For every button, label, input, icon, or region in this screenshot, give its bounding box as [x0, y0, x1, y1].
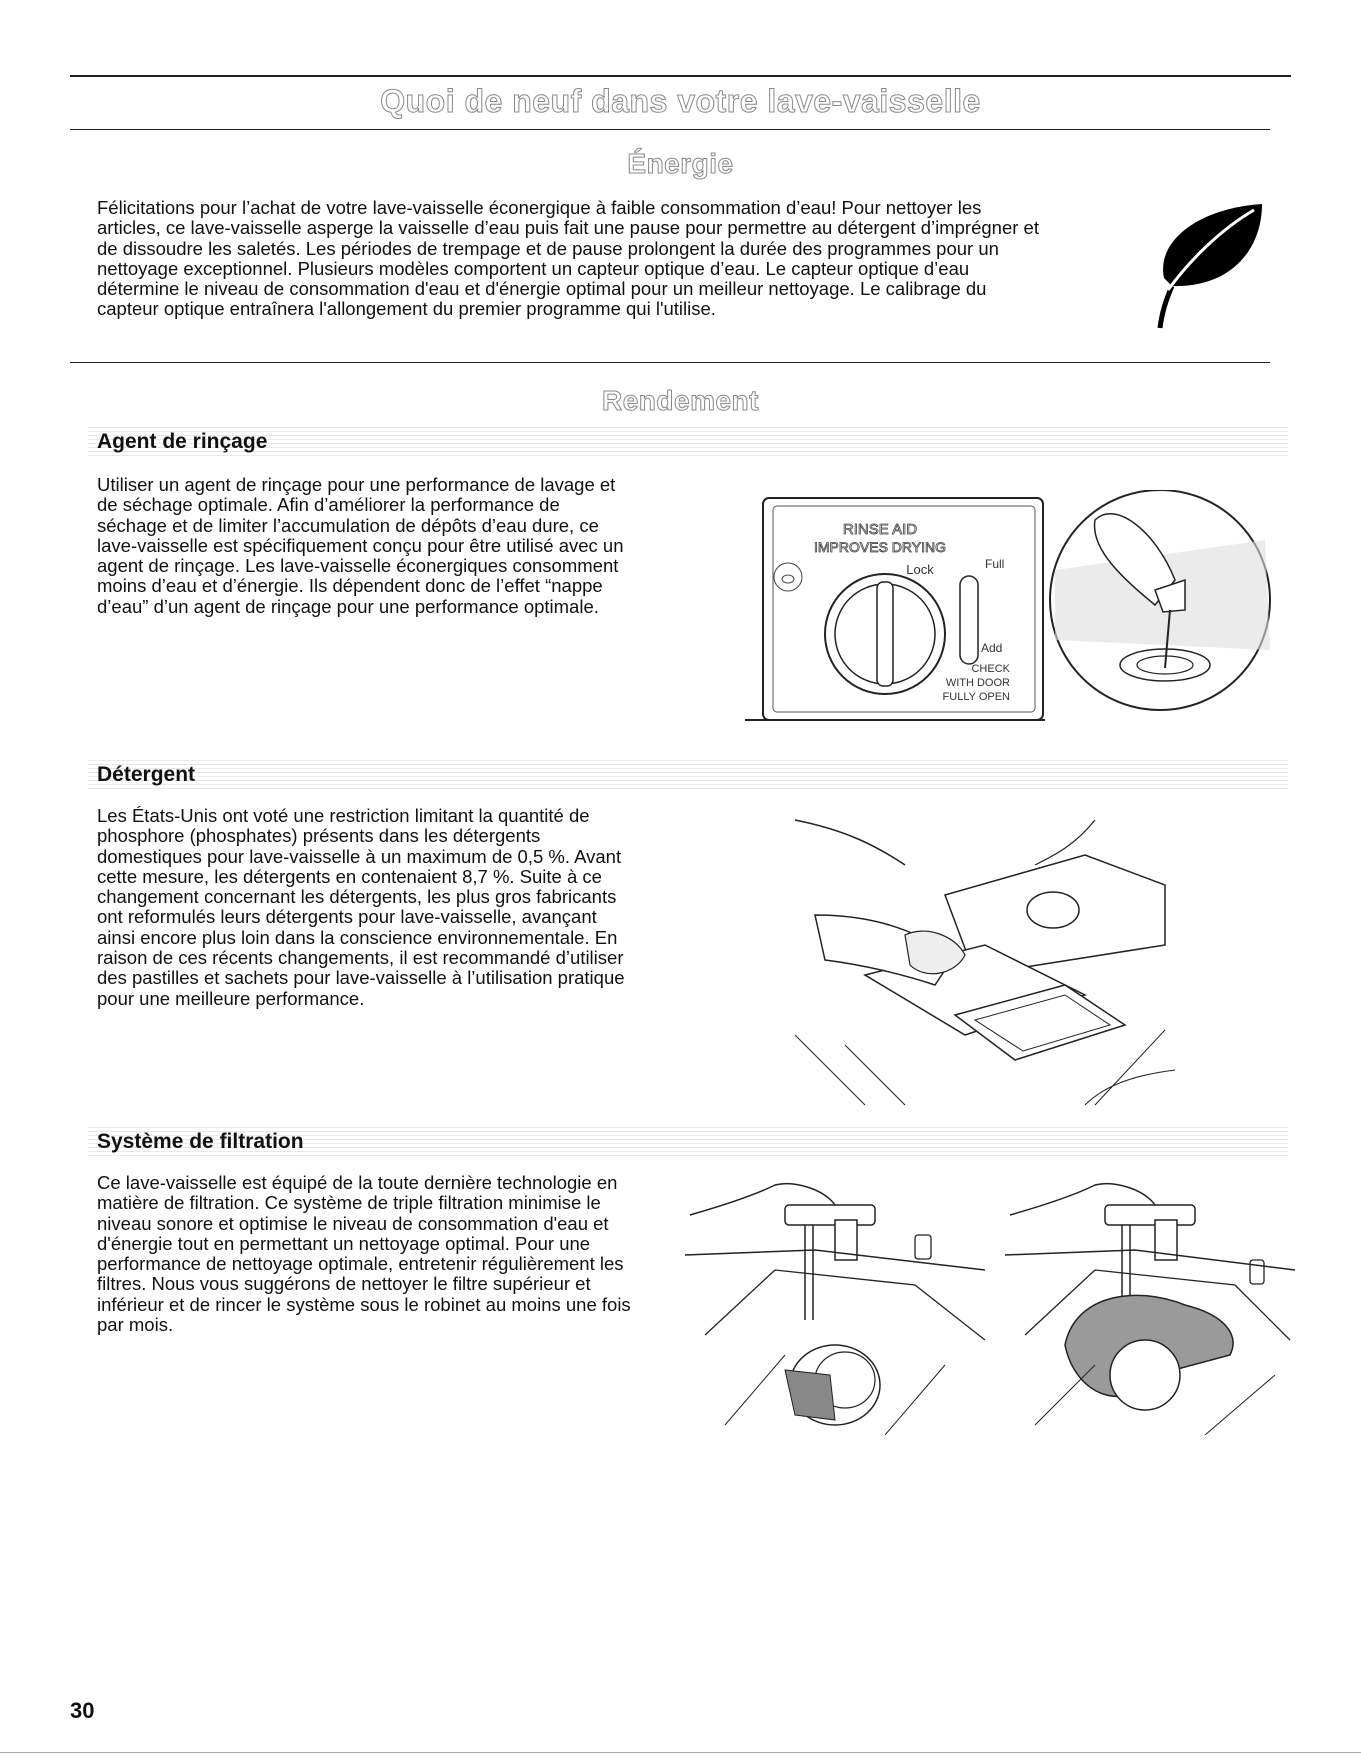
page-title: Quoi de neuf dans votre lave-vaisselle: [380, 83, 981, 119]
detergent-paragraph: Les États-Unis ont voté une restriction limitant la quantité de phosphore (phosphates) présents dans les détergents domestiques pour lave-vaisselle à un maximum de 0,5 %. Avant cette mesure, les détergents en contenaient 8,7 %. Suite à ce changement concernant les détergents, les plus gros fabricants ont reformulés leurs détergents pour lave-vaisselle, avançant ainsi encore plus loin dans la conscience environnementale. En raison de ces récents changements, il est recommandé d’utiliser des pastilles et sachets pour lave-vaisselle à l’utilisation pratique pour une meilleure performance.: [97, 805, 625, 1009]
title-underline: [70, 129, 1270, 130]
filter-rinse-illustration-left: [685, 1175, 1005, 1435]
dispenser-add-label: Add: [981, 641, 1003, 655]
rincage-heading: Agent de rinçage: [97, 430, 268, 453]
energie-paragraph: Félicitations pour l’achat de votre lave-vaisselle éconergique à faible consommation d’eau! Pour nettoyer les articles, ce lave-vaisselle asperge la vaisselle d’eau puis fait une pause pour permettre au détergent d’imprégner et de dissoudre les saletés. Les périodes de trempage et de pause prolongent la durée des programmes pour un nettoyage exceptionnel. Plusieurs modèles comportent un capteur optique d’eau. Le capteur optique d’eau détermine le niveau de consommation d'eau et d'énergie optimal pour un meilleur nettoyage. Le calibrage du capteur optique entraînera l'allongement du premier programme qui l'utilise.: [97, 197, 1039, 320]
dispenser-lock-label: Lock: [906, 562, 934, 577]
detergent-heading: Détergent: [97, 763, 196, 786]
rincage-heading-band: [88, 425, 1288, 459]
rincage-paragraph: Utiliser un agent de rinçage pour une performance de lavage et de séchage optimale. Afin d’améliorer la performance de séchage et de limiter l’accumulation de dépôts d’eau dure, ce lave-vaisselle est spécifiquement conçu pour être utilisé avec un agent de rinçage. Les lave-vaisselle éconergiques consomment moins d’eau et d’énergie. Ils dépendent donc de l’effet “nappe d’eau” d’un agent de rinçage pour une performance optimale.: [97, 474, 624, 617]
detergent-dispenser-illustration: [785, 815, 1185, 1115]
dispenser-label-line1: RINSE AID: [842, 521, 918, 538]
dispenser-check-line1: CHECK: [971, 663, 1010, 675]
dispenser-check-line3: FULLY OPEN: [942, 691, 1010, 703]
filtration-paragraph: Ce lave-vaisselle est équipé de la toute dernière technologie en matière de filtration. Ce système de triple filtration minimise le niveau sonore et optimise le niveau de consommation d'eau et d'énergie tout en permettant un nettoyage optimal. Pour une performance de nettoyage optimale, entretenir régulièrement les filtres. Nous vous suggérons de nettoyer le filtre supérieur et inférieur et de rincer le système sous le robinet au moins une fois par mois.: [97, 1172, 631, 1336]
dispenser-full-label: Full: [985, 557, 1005, 571]
filtration-heading: Système de filtration: [97, 1130, 304, 1153]
leaf-icon: [1150, 200, 1270, 330]
filter-rinse-illustration-right: [1005, 1175, 1295, 1435]
detergent-heading-band: [88, 758, 1288, 792]
energie-divider: [70, 362, 1270, 363]
bottom-rule: [0, 1752, 1361, 1753]
top-rule: [70, 75, 1291, 77]
rendement-section-title: Rendement: [602, 385, 759, 416]
dispenser-label-line2: IMPROVES DRYING: [814, 539, 946, 555]
energie-section-title: Énergie: [627, 148, 734, 179]
rinse-aid-dispenser-illustration: [745, 490, 1305, 740]
page-number: 30: [70, 1698, 95, 1723]
dispenser-check-line2: WITH DOOR: [945, 677, 1010, 689]
